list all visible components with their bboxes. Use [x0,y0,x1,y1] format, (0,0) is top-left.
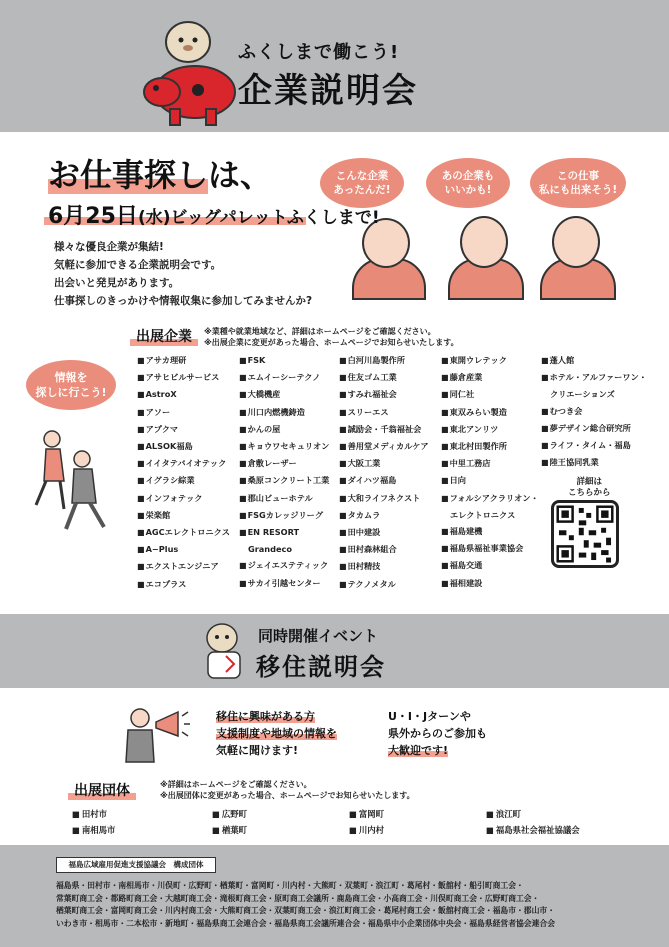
migration-line: 県外からのご参加も [388,727,487,740]
migration-left-text [216,708,337,759]
organization-item: ■ 田村市 [72,806,115,822]
intro-line: 気軽に参加できる企業説明会です。 [54,259,222,271]
person-face-illustration [460,216,508,268]
organizations-heading-text: 出展団体 [74,783,130,799]
exhibitor-item: ■ 田村精技 [339,558,429,575]
exhibitor-item: ■ 倉敷レーザー [239,455,329,472]
intro-text [54,238,312,310]
exhibitor-item: ■ サカイ引越センター [239,575,329,592]
callout-bubble [26,360,116,410]
exhibitor-item: ■ 福島県福祉事業協会 [441,540,539,557]
exhibitor-item: ■ 白河川島製作所 [339,352,429,369]
exhibitor-item: ■ A−Plus [137,541,230,558]
qr-label-line: 詳細は [576,477,603,487]
intro-line: 出会いと発見があります。 [54,277,180,289]
exhibitor-item: ■ 夢デザイン総合研究所 [541,420,647,437]
exhibitor-item: ■ FSGカレッジリーグ [239,507,329,524]
note-line: ※出展企業に変更があった場合、ホームページでお知らせいたします。 [204,338,459,347]
exhibitor-item: ■ 陸王協同乳業 [541,454,647,471]
bubble-line: 私にも出来そう! [538,184,618,196]
qr-code[interactable] [551,500,619,568]
organization-item: ■ 福島県社会福祉協議会 [486,822,580,838]
bubble-line: あったんだ! [333,184,391,196]
migration-line: 移住に興味がある方 [216,710,315,723]
exhibitor-item: ■ 東北アンリツ [441,421,539,438]
callout-line: 探しに行こう! [35,386,107,399]
bubble-line: こんな企業 [335,170,389,182]
exhibitor-column [137,352,230,593]
exhibitor-item: ■ 日向 [441,472,539,489]
organization-item: ■ 川内村 [349,822,384,838]
exhibitor-item-continued: クリエーションズ [550,389,615,400]
intro-line: 仕事探しのきっかけや情報収集に参加してみませんか? [54,295,313,307]
intro-line: 様々な優良企業が集結! [54,241,164,253]
members-line: 福島県・田村市・南相馬市・川俣町・広野町・楢葉町・富岡町・川内村・大熊町・双葉町・浪江町・葛尾村・飯舘村・船引町商工会・ [56,881,524,890]
migration-line: 大歓迎です! [388,744,449,757]
organization-item: ■ 広野町 [212,806,247,822]
organization-item: ■ 浪江町 [486,806,580,822]
exhibitor-item: ■ 藤倉産業 [441,369,539,386]
exhibitor-item: ■ 大和ライフネクスト [339,490,429,507]
organization-item: ■ 富岡町 [349,806,384,822]
council-members [56,880,656,930]
organization-column [72,806,115,838]
event-date [48,199,380,230]
note-line: ※出展団体に変更があった場合、ホームページでお知らせいたします。 [160,791,415,800]
exhibitor-item: ■ 大阪工業 [339,455,429,472]
qr-code-icon [554,503,616,565]
callout-line: 情報を [54,371,88,384]
organization-item: ■ 南相馬市 [72,822,115,838]
exhibitor-item-continued: Grandeco [248,544,293,555]
exhibitor-item: ■ 東双みらい製造 [441,404,539,421]
exhibitor-item: ■ エムイーシーテクノ [239,369,329,386]
exhibitor-item: ■ 中里工務店 [441,455,539,472]
organization-column [212,806,247,838]
migration-right-text [388,708,487,759]
exhibitor-item: ■ ジェイエステティック [239,557,329,574]
exhibitor-item: ■ アプクマ [137,421,230,438]
note-line: ※詳細はホームページをご確認ください。 [160,780,312,789]
intro-headline [48,150,272,196]
exhibitor-item: ■ むつき会 [541,403,647,420]
exhibitor-item: ■ 田村森林組合 [339,541,429,558]
exhibitor-item: ■ AstroX [137,386,230,403]
event-subtitle: 同時開催イベント [258,627,379,645]
organizations-heading [74,780,130,800]
exhibitor-item: ■ アサカ理研 [137,352,230,369]
exhibitor-item: ■ ホテル・アルファーワン・ [541,369,647,386]
header-subtitle: ふくしまで働こう! [238,42,400,63]
qr-label-line: こちらから [568,488,611,498]
exhibitor-item: ■ 大橋機産 [239,386,329,403]
exhibitor-item: ■ ダイハツ福島 [339,472,429,489]
exhibitor-item: ■ キョウワセキュリオン [239,438,329,455]
mascot-icon [196,620,252,682]
qr-label [568,477,611,499]
note-line: ※業種や就業地域など、詳細はホームページをご確認ください。 [204,327,436,336]
council-label: 福島広域雇用促進支援協議会 構成団体 [56,857,216,873]
exhibitor-item-continued: エレクトロニクス [450,509,516,520]
bubble-line: この仕事 [557,170,599,182]
exhibitor-item: ■ 東開ウレテック [441,352,539,369]
exhibitor-item: ■ インフォテック [137,490,230,507]
migration-line: 気軽に聞けます! [216,744,299,757]
exhibitor-item: ■ 郡山ビューホテル [239,490,329,507]
speech-bubble [530,158,626,208]
exhibitor-item: ■ タカムラ [339,507,429,524]
exhibitor-item: ■ すみれ福祉会 [339,386,429,403]
exhibitors-heading-text: 出展企業 [136,329,192,345]
exhibitor-item: ■ スリーエス [339,404,429,421]
exhibitor-item: ■ アサヒビルサービス [137,369,230,386]
running-people-icon [30,425,116,535]
organization-column [486,806,580,838]
exhibitor-item: ■ 同仁社 [441,386,539,403]
person-face-illustration [552,216,600,268]
exhibitors-notes [204,326,459,348]
exhibitor-item: ■ ライフ・タイム・福島 [541,437,647,454]
exhibitor-column [239,352,329,592]
members-line: いわき市・相馬市・二本松市・新地町・福島県商工会連合会・福島県商工会議所連合会・福島県中小企業団体中央会・福島県経営者協会連合会 [56,918,555,928]
event-title: 移住説明会 [256,653,386,681]
members-line: 常葉町商工会・都路町商工会・大越町商工会・滝根町商工会・原町商工会議所・鹿島商工会・小高商工会・川俣町商工会・広野町商工会・ [56,893,540,903]
exhibitor-item: ■ エクストエンジニア [137,558,230,575]
headline-rest: は、 [208,156,273,194]
exhibitor-item: ■ EN RESORT [239,524,329,541]
exhibitor-item: ■ イグラシ綜業 [137,472,230,489]
exhibitor-item: ■ FSK [239,352,329,369]
exhibitor-item: ■ 蓬人館 [541,352,647,369]
bubble-line: いいかも! [444,184,492,196]
exhibitor-item: ■ アソー [137,404,230,421]
exhibitor-item: ■ 福島交通 [441,557,539,574]
exhibitor-column [541,352,647,471]
exhibitor-item: ■ ALSOK福島 [137,438,230,455]
organization-column [349,806,384,838]
date-day: (水) [137,208,171,228]
speech-bubble [426,158,510,208]
date-big: 6月25日 [48,204,138,229]
migration-line: U・I・Jターンや [388,710,471,723]
exhibitor-item: ■ イイタテバイオテック [137,455,230,472]
exhibitor-item: ■ 桑原コンクリート工業 [239,472,329,489]
exhibitor-item: ■ 善用堂メディカルケア [339,438,429,455]
megaphone-person-icon [118,700,192,764]
exhibitor-column [441,352,539,592]
akabeko-mascot-icon [140,14,240,129]
exhibitor-item: ■ AGCエレクトロニクス [137,524,230,541]
exhibitors-heading [136,326,192,346]
exhibitor-item: ■ フォルシアクラリオン・ [441,490,539,507]
exhibitor-item: ■ 福島建機 [441,523,539,540]
exhibitor-item: ■ 誠励会・千翁福祉会 [339,421,429,438]
organization-item: ■ 楢葉町 [212,822,247,838]
migration-line: 支援制度や地域の情報を [216,727,337,740]
page-title: 企業説明会 [238,71,418,111]
bubble-line: あの企業も [441,170,495,182]
exhibitor-item: ■ 田中建設 [339,524,429,541]
exhibitor-item: ■ 住友ゴム工業 [339,369,429,386]
exhibitor-column [339,352,429,593]
exhibitor-item: ■ かんの屋 [239,421,329,438]
headline-highlight: お仕事探し [48,156,209,194]
organizations-notes [160,779,415,801]
exhibitor-item: ■ 川口内燃機鋳造 [239,404,329,421]
exhibitor-item: ■ テクノメタル [339,576,429,593]
exhibitor-item: ■ 福相建設 [441,575,539,592]
date-rest: ビッグパレットふくしまで! [170,208,380,228]
exhibitor-item: ■ 東北村田製作所 [441,438,539,455]
exhibitor-item: ■ エコプラス [137,576,230,593]
members-line: 楢葉町商工会・富岡町商工会・川内村商工会・大熊町商工会・双葉町商工会・浪江町商工会・葛尾村商工会・飯舘村商工会・福島市・郡山市・ [56,906,555,915]
exhibitor-item: ■ 栄楽館 [137,507,230,524]
